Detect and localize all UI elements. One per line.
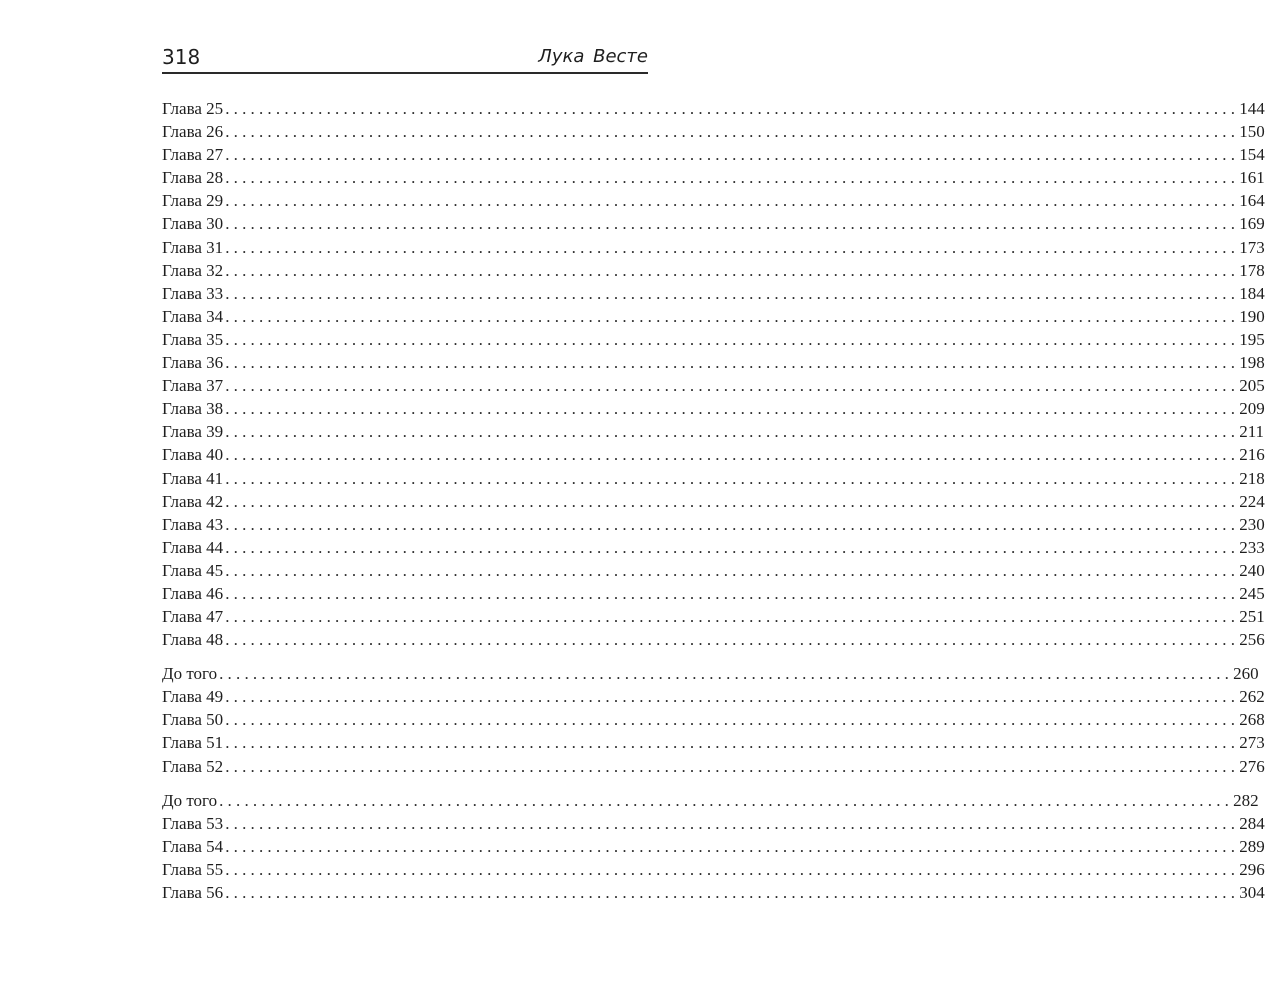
page-number: 318	[162, 45, 201, 69]
toc-entry	[162, 490, 1265, 513]
toc-entry-page: 240	[1239, 560, 1265, 580]
dot-leader: ........................................................................................................................	[225, 607, 1240, 627]
toc-entry-label: Глава 47	[162, 607, 224, 627]
dot-leader: ........................................................................................................................	[225, 260, 1240, 280]
toc-entry	[162, 789, 1259, 812]
dot-leader: ........................................................................................................................	[225, 514, 1240, 534]
dot-leader: ........................................................................................................................	[225, 237, 1240, 257]
dot-leader: ........................................................................................................................	[225, 122, 1240, 142]
toc-entry-label: Глава 34	[162, 306, 224, 326]
dot-leader: ........................................................................................................................	[225, 399, 1240, 419]
toc-entry-page: 178	[1239, 260, 1265, 280]
toc-entry	[162, 881, 1265, 904]
toc-entry	[162, 236, 1265, 259]
toc-entry-page: 273	[1239, 733, 1265, 753]
dot-leader: ........................................................................................................................	[225, 214, 1240, 234]
dot-leader: ........................................................................................................................	[225, 813, 1240, 833]
toc-entry	[162, 189, 1265, 212]
toc-entry-label: Глава 51	[162, 733, 224, 753]
toc-entry-page: 260	[1233, 664, 1259, 684]
toc-entry-label: Глава 39	[162, 422, 224, 442]
toc-entry	[162, 351, 1265, 374]
dot-leader: ........................................................................................................................	[219, 664, 1234, 684]
toc-entry	[162, 420, 1265, 443]
toc-entry-label: Глава 26	[162, 122, 224, 142]
toc-entry	[162, 582, 1265, 605]
toc-entry-label: Глава 29	[162, 191, 224, 211]
toc-entry	[162, 731, 1265, 754]
toc-entry-page: 304	[1239, 882, 1265, 902]
toc-entry	[162, 559, 1265, 582]
toc-entry	[162, 120, 1265, 143]
toc-entry	[162, 858, 1265, 881]
toc-entry	[162, 143, 1265, 166]
toc-entry-page: 164	[1239, 191, 1265, 211]
toc-entry-page: 190	[1239, 306, 1265, 326]
toc-entry-label: Глава 44	[162, 537, 224, 557]
page-header	[162, 44, 648, 74]
toc-entry-label: Глава 48	[162, 630, 224, 650]
toc-entry-page: 216	[1239, 445, 1265, 465]
toc-entry-page: 251	[1239, 607, 1265, 627]
toc-entry	[162, 628, 1265, 651]
toc-entry-label: Глава 43	[162, 514, 224, 534]
toc-entry	[162, 755, 1265, 778]
toc-entry-label: Глава 25	[162, 99, 224, 118]
toc-entry-page: 169	[1239, 214, 1265, 234]
toc-entry	[162, 708, 1265, 731]
toc-entry-label: Глава 49	[162, 687, 224, 707]
toc-entry	[162, 374, 1265, 397]
toc-entry-label: Глава 36	[162, 353, 224, 373]
dot-leader: ........................................................................................................................	[225, 537, 1240, 557]
toc-entry	[162, 328, 1265, 351]
dot-leader: ........................................................................................................................	[225, 191, 1240, 211]
dot-leader: ........................................................................................................................	[225, 560, 1240, 580]
toc-entry-label: Глава 27	[162, 145, 224, 165]
toc-entry-page: 233	[1239, 537, 1265, 557]
toc-entry-page: 245	[1239, 583, 1265, 603]
toc-entry-page: 282	[1233, 790, 1259, 810]
toc-entry-page: 262	[1239, 687, 1265, 707]
dot-leader: ........................................................................................................................	[225, 583, 1240, 603]
dot-leader: ........................................................................................................................	[225, 836, 1240, 856]
toc-entry-page: 284	[1239, 813, 1265, 833]
dot-leader: ........................................................................................................................	[225, 445, 1240, 465]
toc-entry-label: Глава 54	[162, 836, 224, 856]
toc-entry-page: 289	[1239, 836, 1265, 856]
toc-entry-label: Глава 31	[162, 237, 224, 257]
toc-entry-page: 154	[1239, 145, 1265, 165]
toc-entry-page: 256	[1239, 630, 1265, 650]
toc-entry-page: 276	[1239, 756, 1265, 776]
toc-entry	[162, 282, 1265, 305]
toc-entry	[162, 812, 1265, 835]
toc-entry-label: Глава 30	[162, 214, 224, 234]
toc-entry-page: 195	[1239, 329, 1265, 349]
dot-leader: ........................................................................................................................	[219, 790, 1234, 810]
dot-leader: ........................................................................................................................	[225, 168, 1240, 188]
toc-entry-label: Глава 28	[162, 168, 224, 188]
toc-entry-label: Глава 32	[162, 260, 224, 280]
toc-entry	[162, 685, 1265, 708]
toc-entry-page: 150	[1239, 122, 1265, 142]
toc-entry-page: 205	[1239, 376, 1265, 396]
dot-leader: ........................................................................................................................	[225, 630, 1240, 650]
dot-leader: ........................................................................................................................	[225, 422, 1240, 442]
dot-leader: ........................................................................................................................	[225, 353, 1240, 373]
toc-entry-page: 209	[1239, 399, 1265, 419]
toc-entry-label: Глава 40	[162, 445, 224, 465]
toc-entry-label: Глава 33	[162, 283, 224, 303]
toc-entry-label: Глава 56	[162, 882, 224, 902]
toc-entry-label: Глава 55	[162, 859, 224, 879]
toc-entry-label: До того	[162, 790, 218, 810]
toc-entry	[162, 305, 1265, 328]
dot-leader: ........................................................................................................................	[225, 376, 1240, 396]
toc-entry-page: 211	[1239, 422, 1265, 442]
toc-entry	[162, 212, 1265, 235]
toc-entry-page: 218	[1239, 468, 1265, 488]
toc-entry	[162, 536, 1265, 559]
dot-leader: ........................................................................................................................	[225, 99, 1240, 118]
table-of-contents	[162, 97, 1265, 904]
dot-leader: ........................................................................................................................	[225, 710, 1240, 730]
dot-leader: ........................................................................................................................	[225, 882, 1240, 902]
toc-entry	[162, 97, 1265, 120]
toc-entry	[162, 443, 1265, 466]
toc-entry	[162, 513, 1265, 536]
toc-entry	[162, 835, 1265, 858]
toc-entry-label: До того	[162, 664, 218, 684]
toc-entry-page: 144	[1239, 99, 1265, 118]
dot-leader: ........................................................................................................................	[225, 329, 1240, 349]
running-head: Лука Весте	[538, 46, 648, 67]
toc-entry-label: Глава 52	[162, 756, 224, 776]
dot-leader: ........................................................................................................................	[225, 306, 1240, 326]
toc-entry-label: Глава 41	[162, 468, 224, 488]
dot-leader: ........................................................................................................................	[225, 283, 1240, 303]
toc-entry-label: Глава 35	[162, 329, 224, 349]
toc-entry-page: 173	[1239, 237, 1265, 257]
dot-leader: ........................................................................................................................	[225, 468, 1240, 488]
toc-entry	[162, 397, 1265, 420]
dot-leader: ........................................................................................................................	[225, 145, 1240, 165]
toc-entry-page: 198	[1239, 353, 1265, 373]
dot-leader: ........................................................................................................................	[225, 733, 1240, 753]
toc-entry-label: Глава 53	[162, 813, 224, 833]
toc-entry	[162, 662, 1259, 685]
toc-entry-page: 296	[1239, 859, 1265, 879]
toc-entry-label: Глава 38	[162, 399, 224, 419]
toc-entry-label: Глава 37	[162, 376, 224, 396]
toc-entry	[162, 605, 1265, 628]
dot-leader: ........................................................................................................................	[225, 859, 1240, 879]
dot-leader: ........................................................................................................................	[225, 687, 1240, 707]
toc-entry-page: 224	[1239, 491, 1265, 511]
toc-entry-page: 184	[1239, 283, 1265, 303]
toc-entry	[162, 166, 1265, 189]
dot-leader: ........................................................................................................................	[225, 491, 1240, 511]
toc-entry-page: 230	[1239, 514, 1265, 534]
toc-entry-label: Глава 50	[162, 710, 224, 730]
toc-entry-page: 268	[1239, 710, 1265, 730]
dot-leader: ........................................................................................................................	[225, 756, 1240, 776]
toc-entry	[162, 259, 1265, 282]
toc-entry	[162, 467, 1265, 490]
toc-entry-label: Глава 42	[162, 491, 224, 511]
toc-entry-label: Глава 46	[162, 583, 224, 603]
toc-entry-label: Глава 45	[162, 560, 224, 580]
toc-entry-page: 161	[1239, 168, 1265, 188]
